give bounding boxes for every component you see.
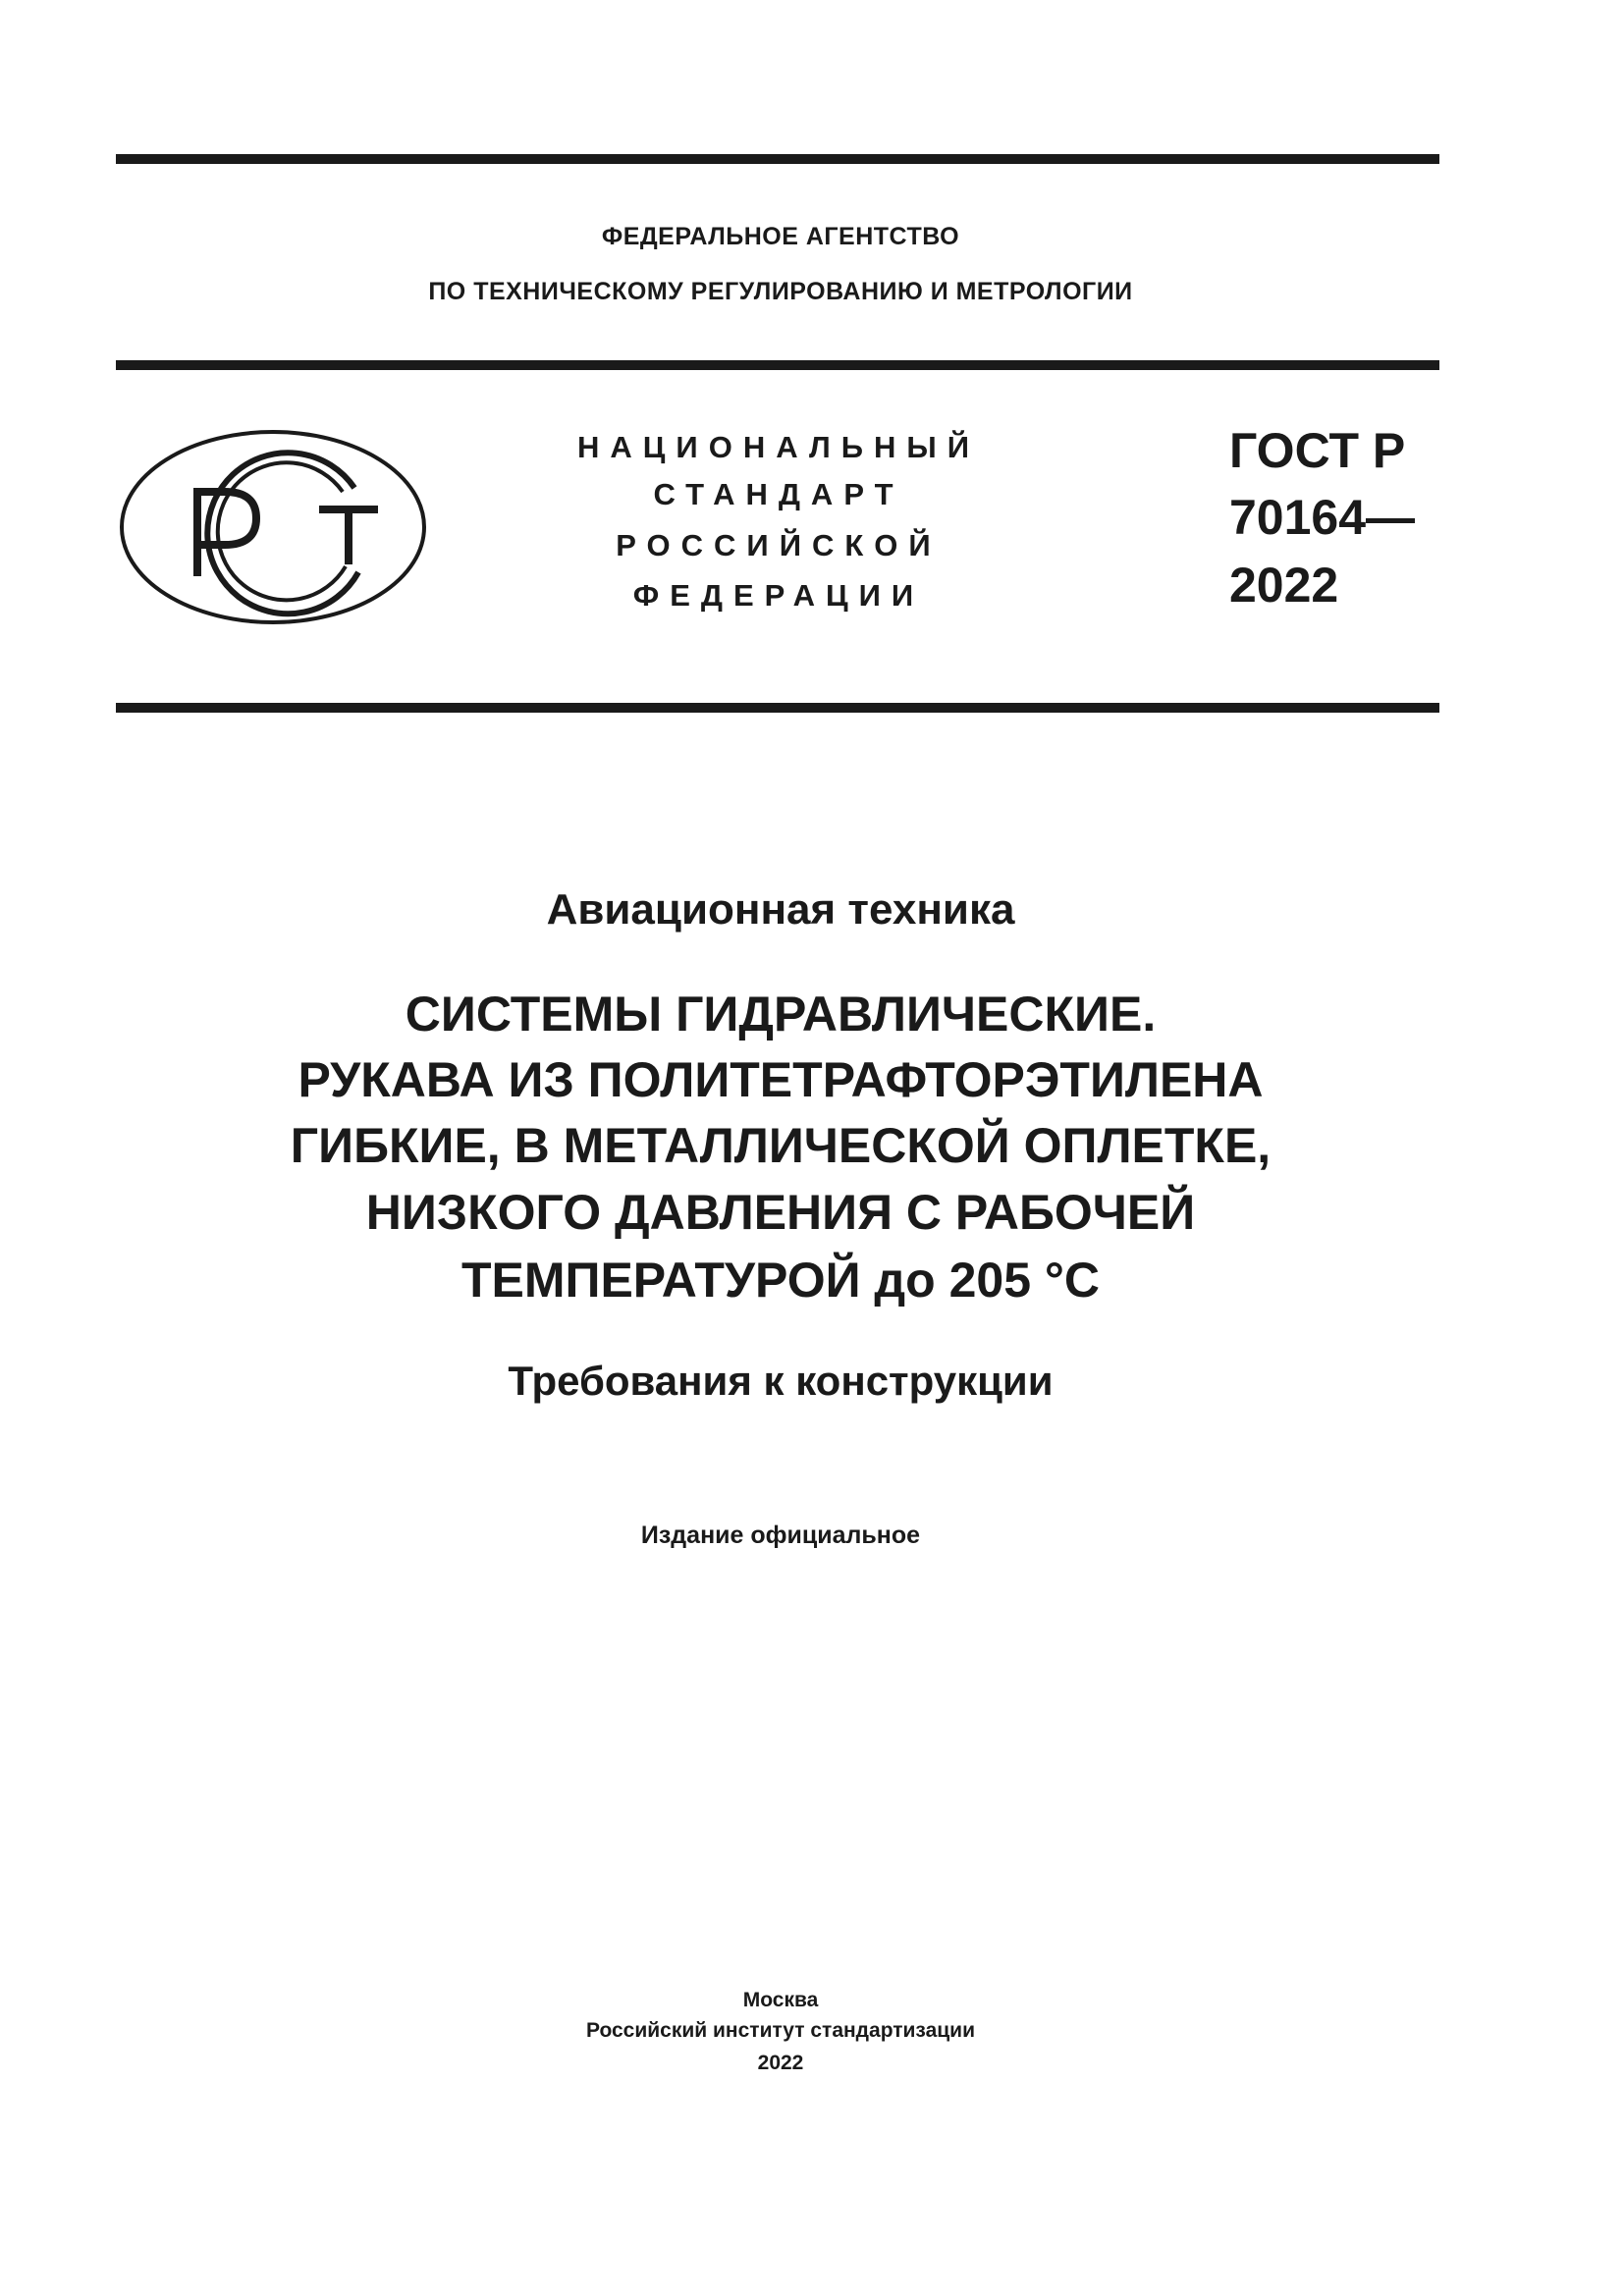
imprint-publisher: Российский институт стандартизации	[585, 2019, 976, 2042]
document-title-line: СИСТЕМЫ ГИДРАВЛИЧЕСКИЕ.	[405, 987, 1157, 1041]
agency-name-line-2: ПО ТЕХНИЧЕСКОМУ РЕГУЛИРОВАНИЮ И МЕТРОЛОГИИ	[428, 278, 1133, 305]
rst-emblem-icon	[117, 427, 429, 627]
edition-note: Издание официальное	[640, 1522, 921, 1549]
document-category: Авиационная техника	[546, 885, 1015, 934]
standard-type-line-4: ФЕДЕРАЦИИ	[632, 578, 925, 613]
header-rule	[116, 360, 1439, 370]
document-title-line: РУКАВА ИЗ ПОЛИТЕТРАФТОРЭТИЛЕНА	[298, 1052, 1264, 1107]
document-title-line: ТЕМПЕРАТУРОЙ до 205 °С	[460, 1253, 1101, 1308]
document-title-line: ГИБКИЕ, В МЕТАЛЛИЧЕСКОЙ ОПЛЕТКЕ,	[290, 1118, 1272, 1173]
designation-line-1: ГОСТ Р	[1229, 423, 1406, 478]
document-title-line: НИЗКОГО ДАВЛЕНИЯ С РАБОЧЕЙ	[365, 1185, 1196, 1240]
imprint-city: Москва	[742, 1989, 819, 2011]
agency-name-line-1: ФЕДЕРАЛЬНОЕ АГЕНТСТВО	[601, 223, 960, 250]
imprint-year: 2022	[757, 2052, 804, 2074]
document-subtitle: Требования к конструкции	[508, 1358, 1054, 1404]
top-rule	[116, 154, 1439, 164]
designation-line-3: 2022	[1229, 558, 1339, 613]
standard-type-line-1: НАЦИОНАЛЬНЫЙ	[577, 430, 981, 464]
masthead-bottom-rule	[116, 703, 1439, 713]
standard-type-line-2: СТАНДАРТ	[653, 477, 904, 511]
standard-type-line-3: РОССИЙСКОЙ	[616, 528, 942, 562]
designation-line-2: 70164—	[1229, 490, 1416, 545]
